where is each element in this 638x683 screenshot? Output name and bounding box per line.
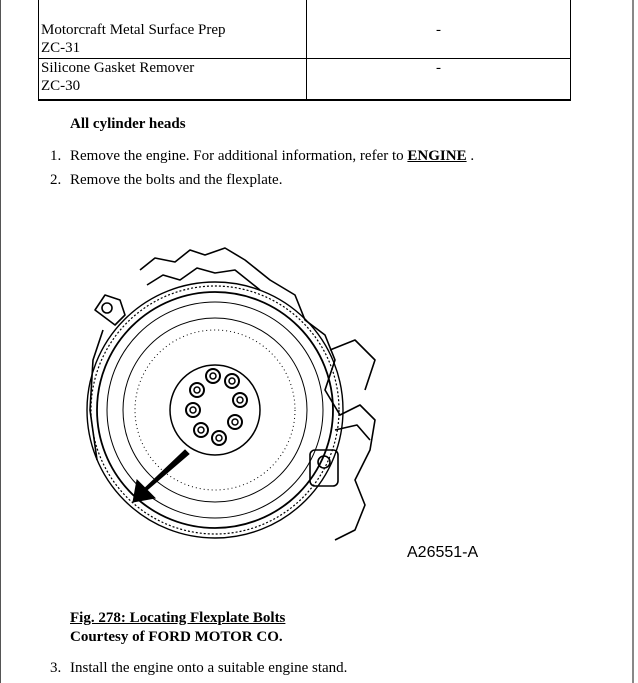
tools-table [38,0,571,101]
table-cell-value [307,0,571,58]
engine-link[interactable]: ENGINE [407,148,467,164]
tool-value: - [436,22,441,38]
flexplate-illustration [85,240,505,580]
step-number: 2. [50,172,62,188]
step-text: Remove the bolts and the flexplate. [70,172,283,188]
table-row [39,58,571,100]
step-text: Install the engine onto a suitable engine stand. [70,660,348,676]
page-edge-right [632,0,634,683]
tool-code: ZC-30 [41,77,81,94]
figure-id-label: A26551-A [407,544,479,561]
tool-code: ZC-31 [41,40,81,56]
caption-credit: Courtesy of FORD MOTOR CO. [70,629,283,645]
table-cell-name [39,58,307,100]
arrow-icon [133,450,189,502]
table-cell-value [307,58,571,100]
step-text-body: Remove the engine. For additional information, refer to [70,148,408,164]
step-text-suffix: . [466,148,475,164]
table-row [39,0,571,58]
section-heading: All cylinder heads [70,116,186,132]
tool-name: Silicone Gasket Remover [41,59,195,76]
step-text [70,148,474,165]
page-edge-left [0,0,1,683]
step-number: 1. [50,148,62,164]
tool-name: Motorcraft Metal Surface Prep [41,22,226,38]
step-number: 3. [50,660,62,676]
figure-caption [70,609,285,647]
tool-value: - [436,59,441,76]
caption-title: Fig. 278: Locating Flexplate Bolts [70,610,286,626]
table-cell-name [39,0,307,58]
